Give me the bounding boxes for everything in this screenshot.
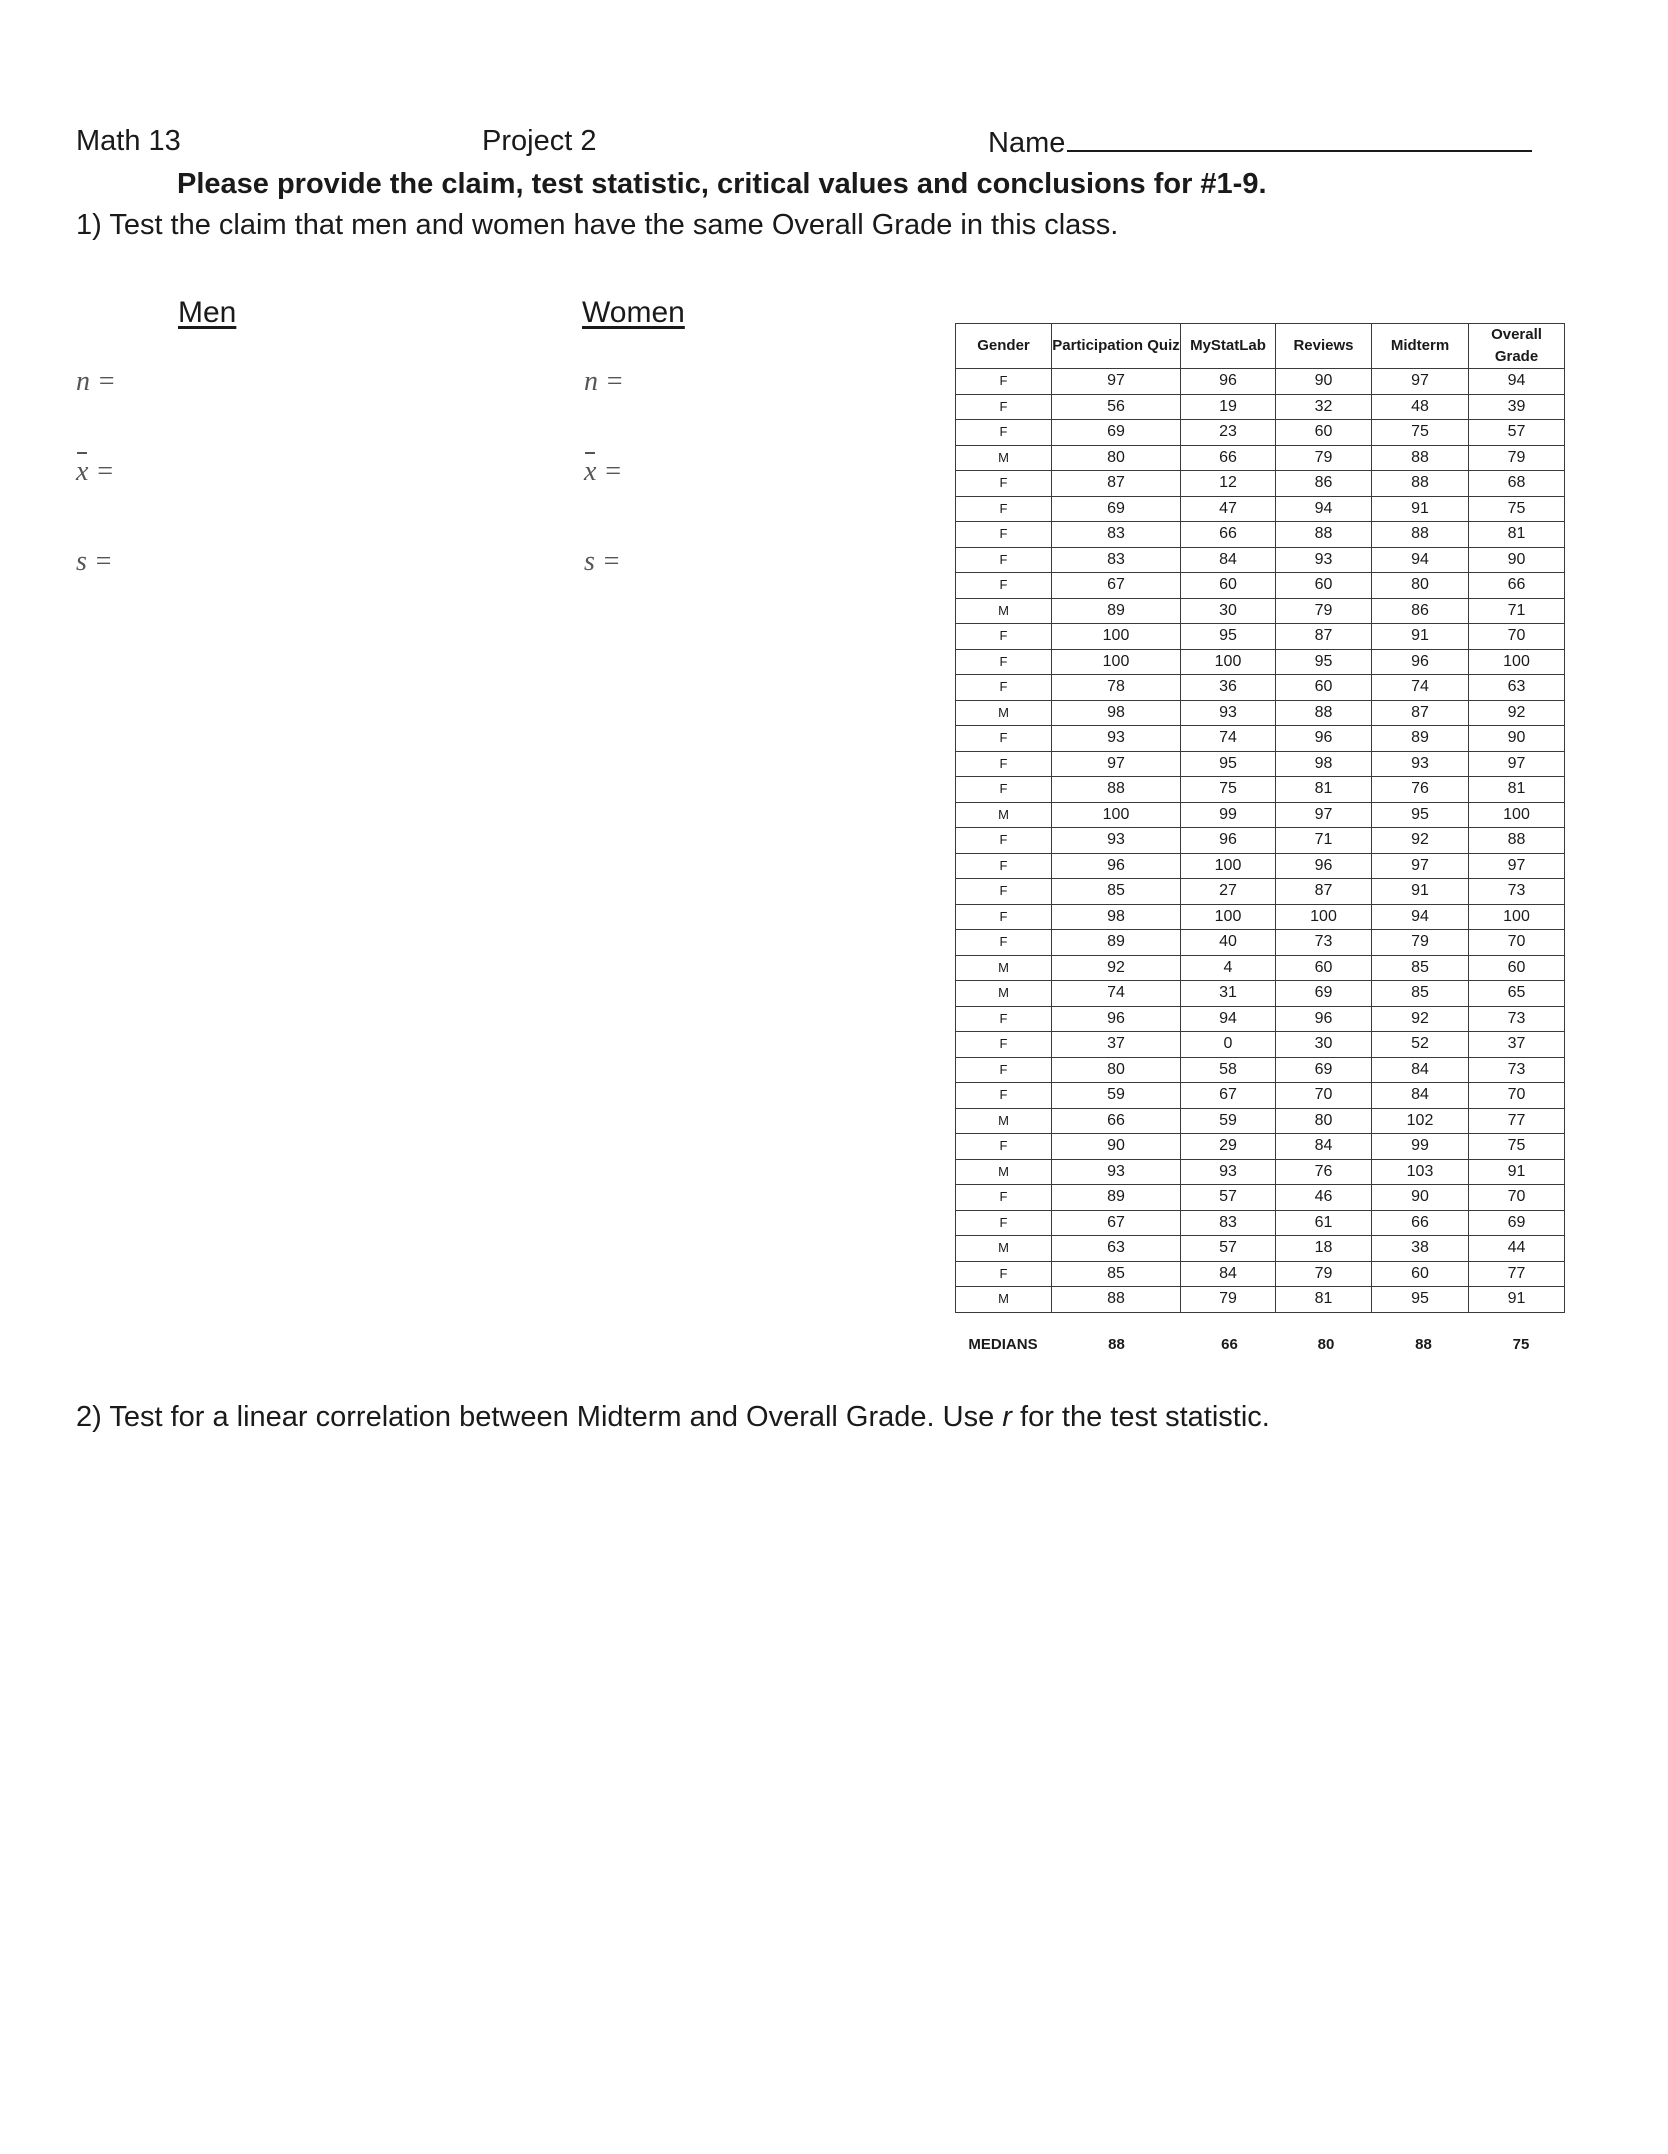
table-row xyxy=(956,853,1565,879)
cell-reviews: 98 xyxy=(1276,751,1372,777)
cell-overall-grade: 66 xyxy=(1469,573,1565,599)
cell-midterm: 66 xyxy=(1372,1210,1469,1236)
cell-gender: M xyxy=(956,1287,1052,1313)
cell-mystatlab: 40 xyxy=(1181,930,1276,956)
cell-midterm: 88 xyxy=(1372,471,1469,497)
cell-participation-quiz: 98 xyxy=(1052,904,1181,930)
cell-mystatlab: 75 xyxy=(1181,777,1276,803)
men-n-label: n = xyxy=(76,366,116,397)
table-row xyxy=(956,522,1565,548)
table-row xyxy=(956,1261,1565,1287)
cell-participation-quiz: 80 xyxy=(1052,1057,1181,1083)
cell-mystatlab: 84 xyxy=(1181,547,1276,573)
cell-gender: F xyxy=(956,1134,1052,1160)
cell-gender: F xyxy=(956,369,1052,395)
cell-overall-grade: 77 xyxy=(1469,1261,1565,1287)
table-row xyxy=(956,1287,1565,1313)
table-row xyxy=(956,573,1565,599)
cell-mystatlab: 84 xyxy=(1181,1261,1276,1287)
cell-midterm: 74 xyxy=(1372,675,1469,701)
cell-midterm: 88 xyxy=(1372,445,1469,471)
cell-midterm: 92 xyxy=(1372,828,1469,854)
median-overall-grade: 75 xyxy=(1512,1336,1530,1353)
cell-midterm: 99 xyxy=(1372,1134,1469,1160)
cell-mystatlab: 96 xyxy=(1181,828,1276,854)
cell-gender: F xyxy=(956,649,1052,675)
cell-participation-quiz: 56 xyxy=(1052,394,1181,420)
cell-overall-grade: 70 xyxy=(1469,1083,1565,1109)
cell-gender: F xyxy=(956,828,1052,854)
cell-overall-grade: 70 xyxy=(1469,624,1565,650)
cell-reviews: 46 xyxy=(1276,1185,1372,1211)
women-heading: Women xyxy=(582,296,685,329)
cell-gender: F xyxy=(956,751,1052,777)
cell-gender: F xyxy=(956,471,1052,497)
question-2-text-start: 2) Test for a linear correlation between Midterm and Overall Grade. Use xyxy=(76,1401,1003,1433)
table-row xyxy=(956,1083,1565,1109)
cell-midterm: 95 xyxy=(1372,802,1469,828)
cell-participation-quiz: 93 xyxy=(1052,726,1181,752)
question-2 xyxy=(76,1400,1270,1434)
cell-participation-quiz: 93 xyxy=(1052,828,1181,854)
cell-overall-grade: 73 xyxy=(1469,879,1565,905)
cell-reviews: 79 xyxy=(1276,598,1372,624)
cell-overall-grade: 75 xyxy=(1469,1134,1565,1160)
table-row xyxy=(956,598,1565,624)
cell-mystatlab: 95 xyxy=(1181,751,1276,777)
table-row xyxy=(956,1006,1565,1032)
cell-gender: F xyxy=(956,675,1052,701)
cell-participation-quiz: 97 xyxy=(1052,369,1181,395)
table-row xyxy=(956,369,1565,395)
cell-mystatlab: 95 xyxy=(1181,624,1276,650)
cell-overall-grade: 97 xyxy=(1469,853,1565,879)
table-row xyxy=(956,547,1565,573)
header-mystatlab: MyStatLab xyxy=(1181,324,1276,369)
cell-midterm: 91 xyxy=(1372,879,1469,905)
cell-midterm: 91 xyxy=(1372,624,1469,650)
table-body xyxy=(956,369,1565,1313)
cell-participation-quiz: 83 xyxy=(1052,522,1181,548)
cell-mystatlab: 27 xyxy=(1181,879,1276,905)
cell-gender: F xyxy=(956,496,1052,522)
cell-mystatlab: 96 xyxy=(1181,369,1276,395)
cell-reviews: 96 xyxy=(1276,853,1372,879)
cell-mystatlab: 47 xyxy=(1181,496,1276,522)
cell-mystatlab: 31 xyxy=(1181,981,1276,1007)
cell-participation-quiz: 85 xyxy=(1052,879,1181,905)
cell-participation-quiz: 96 xyxy=(1052,1006,1181,1032)
cell-midterm: 94 xyxy=(1372,547,1469,573)
cell-reviews: 30 xyxy=(1276,1032,1372,1058)
cell-reviews: 96 xyxy=(1276,1006,1372,1032)
table-row xyxy=(956,1057,1565,1083)
cell-midterm: 94 xyxy=(1372,904,1469,930)
table-row xyxy=(956,394,1565,420)
cell-participation-quiz: 59 xyxy=(1052,1083,1181,1109)
cell-mystatlab: 94 xyxy=(1181,1006,1276,1032)
cell-reviews: 70 xyxy=(1276,1083,1372,1109)
cell-reviews: 60 xyxy=(1276,420,1372,446)
header-gender: Gender xyxy=(956,324,1052,369)
cell-participation-quiz: 97 xyxy=(1052,751,1181,777)
cell-overall-grade: 73 xyxy=(1469,1057,1565,1083)
cell-gender: M xyxy=(956,955,1052,981)
table-row xyxy=(956,1134,1565,1160)
cell-participation-quiz: 89 xyxy=(1052,598,1181,624)
cell-reviews: 81 xyxy=(1276,1287,1372,1313)
cell-participation-quiz: 67 xyxy=(1052,573,1181,599)
cell-midterm: 97 xyxy=(1372,369,1469,395)
cell-reviews: 96 xyxy=(1276,726,1372,752)
cell-mystatlab: 100 xyxy=(1181,904,1276,930)
cell-reviews: 18 xyxy=(1276,1236,1372,1262)
cell-reviews: 76 xyxy=(1276,1159,1372,1185)
table-row xyxy=(956,1236,1565,1262)
cell-reviews: 32 xyxy=(1276,394,1372,420)
cell-midterm: 96 xyxy=(1372,649,1469,675)
cell-mystatlab: 12 xyxy=(1181,471,1276,497)
table-row xyxy=(956,445,1565,471)
cell-midterm: 52 xyxy=(1372,1032,1469,1058)
men-xbar-label xyxy=(76,456,114,488)
cell-overall-grade: 63 xyxy=(1469,675,1565,701)
cell-reviews: 87 xyxy=(1276,879,1372,905)
cell-mystatlab: 74 xyxy=(1181,726,1276,752)
cell-midterm: 86 xyxy=(1372,598,1469,624)
cell-overall-grade: 75 xyxy=(1469,496,1565,522)
table-row xyxy=(956,828,1565,854)
cell-overall-grade: 100 xyxy=(1469,904,1565,930)
table-row xyxy=(956,675,1565,701)
cell-mystatlab: 100 xyxy=(1181,649,1276,675)
header-midterm: Midterm xyxy=(1372,324,1469,369)
cell-mystatlab: 30 xyxy=(1181,598,1276,624)
cell-participation-quiz: 37 xyxy=(1052,1032,1181,1058)
cell-participation-quiz: 100 xyxy=(1052,802,1181,828)
cell-gender: M xyxy=(956,981,1052,1007)
project-title: Project 2 xyxy=(482,125,597,157)
cell-overall-grade: 70 xyxy=(1469,1185,1565,1211)
cell-reviews: 84 xyxy=(1276,1134,1372,1160)
cell-midterm: 103 xyxy=(1372,1159,1469,1185)
cell-reviews: 79 xyxy=(1276,445,1372,471)
cell-reviews: 69 xyxy=(1276,981,1372,1007)
cell-gender: F xyxy=(956,1210,1052,1236)
name-blank-line xyxy=(1067,124,1532,152)
cell-mystatlab: 59 xyxy=(1181,1108,1276,1134)
cell-participation-quiz: 88 xyxy=(1052,1287,1181,1313)
cell-participation-quiz: 69 xyxy=(1052,496,1181,522)
cell-midterm: 91 xyxy=(1372,496,1469,522)
cell-participation-quiz: 100 xyxy=(1052,624,1181,650)
table-row xyxy=(956,496,1565,522)
table-row xyxy=(956,751,1565,777)
cell-participation-quiz: 90 xyxy=(1052,1134,1181,1160)
cell-midterm: 85 xyxy=(1372,981,1469,1007)
cell-gender: F xyxy=(956,394,1052,420)
instructions: Please provide the claim, test statistic, critical values and conclusions for #1-9. xyxy=(177,168,1267,200)
cell-gender: F xyxy=(956,1057,1052,1083)
table-row xyxy=(956,981,1565,1007)
cell-overall-grade: 69 xyxy=(1469,1210,1565,1236)
cell-mystatlab: 23 xyxy=(1181,420,1276,446)
table-row xyxy=(956,777,1565,803)
table-row xyxy=(956,1185,1565,1211)
cell-gender: M xyxy=(956,1159,1052,1185)
cell-overall-grade: 100 xyxy=(1469,802,1565,828)
cell-overall-grade: 91 xyxy=(1469,1287,1565,1313)
header-participation-quiz: Participation Quiz xyxy=(1052,324,1181,369)
question-1: 1) Test the claim that men and women have the same Overall Grade in this class. xyxy=(76,209,1119,241)
cell-mystatlab: 79 xyxy=(1181,1287,1276,1313)
table-row xyxy=(956,700,1565,726)
cell-participation-quiz: 63 xyxy=(1052,1236,1181,1262)
men-xbar-symbol: x xyxy=(76,456,89,487)
cell-mystatlab: 19 xyxy=(1181,394,1276,420)
cell-midterm: 76 xyxy=(1372,777,1469,803)
cell-midterm: 84 xyxy=(1372,1083,1469,1109)
cell-reviews: 61 xyxy=(1276,1210,1372,1236)
cell-mystatlab: 67 xyxy=(1181,1083,1276,1109)
cell-midterm: 90 xyxy=(1372,1185,1469,1211)
cell-overall-grade: 91 xyxy=(1469,1159,1565,1185)
table-row xyxy=(956,471,1565,497)
header-reviews: Reviews xyxy=(1276,324,1372,369)
cell-participation-quiz: 67 xyxy=(1052,1210,1181,1236)
cell-reviews: 90 xyxy=(1276,369,1372,395)
men-xbar-equals: = xyxy=(88,456,115,487)
cell-reviews: 95 xyxy=(1276,649,1372,675)
cell-mystatlab: 66 xyxy=(1181,445,1276,471)
cell-participation-quiz: 89 xyxy=(1052,1185,1181,1211)
cell-midterm: 102 xyxy=(1372,1108,1469,1134)
question-2-variable: r xyxy=(1002,1401,1012,1433)
cell-overall-grade: 88 xyxy=(1469,828,1565,854)
cell-midterm: 48 xyxy=(1372,394,1469,420)
cell-overall-grade: 100 xyxy=(1469,649,1565,675)
cell-reviews: 60 xyxy=(1276,573,1372,599)
cell-reviews: 94 xyxy=(1276,496,1372,522)
cell-overall-grade: 81 xyxy=(1469,522,1565,548)
table-row xyxy=(956,1159,1565,1185)
cell-midterm: 80 xyxy=(1372,573,1469,599)
table-row xyxy=(956,1032,1565,1058)
cell-participation-quiz: 96 xyxy=(1052,853,1181,879)
cell-overall-grade: 90 xyxy=(1469,726,1565,752)
cell-gender: F xyxy=(956,1032,1052,1058)
cell-midterm: 60 xyxy=(1372,1261,1469,1287)
cell-overall-grade: 97 xyxy=(1469,751,1565,777)
cell-midterm: 93 xyxy=(1372,751,1469,777)
cell-mystatlab: 0 xyxy=(1181,1032,1276,1058)
cell-midterm: 85 xyxy=(1372,955,1469,981)
cell-gender: F xyxy=(956,853,1052,879)
cell-reviews: 87 xyxy=(1276,624,1372,650)
cell-gender: F xyxy=(956,624,1052,650)
cell-participation-quiz: 78 xyxy=(1052,675,1181,701)
cell-reviews: 88 xyxy=(1276,700,1372,726)
cell-mystatlab: 99 xyxy=(1181,802,1276,828)
cell-gender: F xyxy=(956,1006,1052,1032)
cell-mystatlab: 57 xyxy=(1181,1236,1276,1262)
cell-gender: M xyxy=(956,700,1052,726)
cell-gender: F xyxy=(956,1185,1052,1211)
men-heading: Men xyxy=(178,296,237,329)
cell-gender: F xyxy=(956,547,1052,573)
cell-mystatlab: 83 xyxy=(1181,1210,1276,1236)
cell-mystatlab: 66 xyxy=(1181,522,1276,548)
cell-midterm: 87 xyxy=(1372,700,1469,726)
cell-reviews: 73 xyxy=(1276,930,1372,956)
cell-midterm: 88 xyxy=(1372,522,1469,548)
cell-gender: M xyxy=(956,1236,1052,1262)
cell-midterm: 84 xyxy=(1372,1057,1469,1083)
cell-overall-grade: 39 xyxy=(1469,394,1565,420)
cell-gender: F xyxy=(956,1083,1052,1109)
cell-reviews: 93 xyxy=(1276,547,1372,573)
cell-gender: M xyxy=(956,445,1052,471)
cell-reviews: 97 xyxy=(1276,802,1372,828)
cell-overall-grade: 73 xyxy=(1469,1006,1565,1032)
cell-overall-grade: 77 xyxy=(1469,1108,1565,1134)
cell-midterm: 38 xyxy=(1372,1236,1469,1262)
cell-mystatlab: 93 xyxy=(1181,1159,1276,1185)
cell-participation-quiz: 80 xyxy=(1052,445,1181,471)
cell-reviews: 86 xyxy=(1276,471,1372,497)
women-xbar-symbol: x xyxy=(584,456,597,487)
medians-label: MEDIANS xyxy=(968,1336,1038,1353)
cell-mystatlab: 4 xyxy=(1181,955,1276,981)
cell-gender: M xyxy=(956,802,1052,828)
cell-gender: M xyxy=(956,1108,1052,1134)
cell-overall-grade: 71 xyxy=(1469,598,1565,624)
grades-table xyxy=(955,323,1565,1313)
median-midterm: 88 xyxy=(1415,1336,1432,1353)
cell-participation-quiz: 87 xyxy=(1052,471,1181,497)
cell-overall-grade: 65 xyxy=(1469,981,1565,1007)
cell-reviews: 71 xyxy=(1276,828,1372,854)
cell-gender: F xyxy=(956,573,1052,599)
median-reviews: 80 xyxy=(1317,1336,1335,1353)
cell-gender: F xyxy=(956,777,1052,803)
cell-overall-grade: 37 xyxy=(1469,1032,1565,1058)
cell-overall-grade: 44 xyxy=(1469,1236,1565,1262)
cell-overall-grade: 90 xyxy=(1469,547,1565,573)
cell-reviews: 80 xyxy=(1276,1108,1372,1134)
cell-overall-grade: 68 xyxy=(1469,471,1565,497)
cell-reviews: 81 xyxy=(1276,777,1372,803)
cell-mystatlab: 93 xyxy=(1181,700,1276,726)
header-overall-grade: Overall Grade xyxy=(1469,324,1565,369)
cell-overall-grade: 57 xyxy=(1469,420,1565,446)
cell-mystatlab: 58 xyxy=(1181,1057,1276,1083)
cell-overall-grade: 70 xyxy=(1469,930,1565,956)
cell-participation-quiz: 98 xyxy=(1052,700,1181,726)
table-row xyxy=(956,649,1565,675)
cell-participation-quiz: 100 xyxy=(1052,649,1181,675)
cell-overall-grade: 94 xyxy=(1469,369,1565,395)
cell-gender: F xyxy=(956,930,1052,956)
cell-gender: F xyxy=(956,522,1052,548)
median-mystatlab: 66 xyxy=(1221,1336,1238,1353)
cell-reviews: 69 xyxy=(1276,1057,1372,1083)
table-row xyxy=(956,955,1565,981)
cell-midterm: 97 xyxy=(1372,853,1469,879)
table-row xyxy=(956,1108,1565,1134)
cell-midterm: 89 xyxy=(1372,726,1469,752)
women-xbar-label xyxy=(584,456,622,488)
cell-reviews: 100 xyxy=(1276,904,1372,930)
median-participation-quiz: 88 xyxy=(1108,1336,1125,1353)
cell-midterm: 79 xyxy=(1372,930,1469,956)
table-row xyxy=(956,879,1565,905)
cell-participation-quiz: 93 xyxy=(1052,1159,1181,1185)
table-row xyxy=(956,726,1565,752)
cell-overall-grade: 60 xyxy=(1469,955,1565,981)
women-n-label: n = xyxy=(584,366,624,397)
cell-mystatlab: 29 xyxy=(1181,1134,1276,1160)
cell-reviews: 88 xyxy=(1276,522,1372,548)
name-field xyxy=(988,124,1532,160)
cell-reviews: 60 xyxy=(1276,675,1372,701)
cell-gender: F xyxy=(956,420,1052,446)
table-row xyxy=(956,904,1565,930)
name-label: Name xyxy=(988,127,1066,159)
question-2-text-end: for the test statistic. xyxy=(1011,1401,1270,1433)
cell-gender: M xyxy=(956,598,1052,624)
cell-gender: F xyxy=(956,904,1052,930)
cell-participation-quiz: 66 xyxy=(1052,1108,1181,1134)
cell-participation-quiz: 88 xyxy=(1052,777,1181,803)
cell-midterm: 75 xyxy=(1372,420,1469,446)
women-s-label: s = xyxy=(584,546,621,577)
cell-reviews: 79 xyxy=(1276,1261,1372,1287)
table-row xyxy=(956,802,1565,828)
cell-midterm: 95 xyxy=(1372,1287,1469,1313)
men-s-label: s = xyxy=(76,546,113,577)
table-row xyxy=(956,1210,1565,1236)
cell-gender: F xyxy=(956,879,1052,905)
cell-overall-grade: 79 xyxy=(1469,445,1565,471)
cell-participation-quiz: 89 xyxy=(1052,930,1181,956)
cell-overall-grade: 81 xyxy=(1469,777,1565,803)
table-row xyxy=(956,420,1565,446)
cell-reviews: 60 xyxy=(1276,955,1372,981)
table-header-row xyxy=(956,324,1565,369)
cell-mystatlab: 60 xyxy=(1181,573,1276,599)
table-row xyxy=(956,930,1565,956)
cell-participation-quiz: 85 xyxy=(1052,1261,1181,1287)
table-row xyxy=(956,624,1565,650)
cell-participation-quiz: 83 xyxy=(1052,547,1181,573)
cell-midterm: 92 xyxy=(1372,1006,1469,1032)
cell-participation-quiz: 74 xyxy=(1052,981,1181,1007)
cell-gender: F xyxy=(956,726,1052,752)
cell-mystatlab: 36 xyxy=(1181,675,1276,701)
cell-overall-grade: 92 xyxy=(1469,700,1565,726)
cell-mystatlab: 100 xyxy=(1181,853,1276,879)
cell-mystatlab: 57 xyxy=(1181,1185,1276,1211)
course-title: Math 13 xyxy=(76,125,181,157)
cell-participation-quiz: 69 xyxy=(1052,420,1181,446)
cell-participation-quiz: 92 xyxy=(1052,955,1181,981)
women-xbar-equals: = xyxy=(596,456,623,487)
cell-gender: F xyxy=(956,1261,1052,1287)
